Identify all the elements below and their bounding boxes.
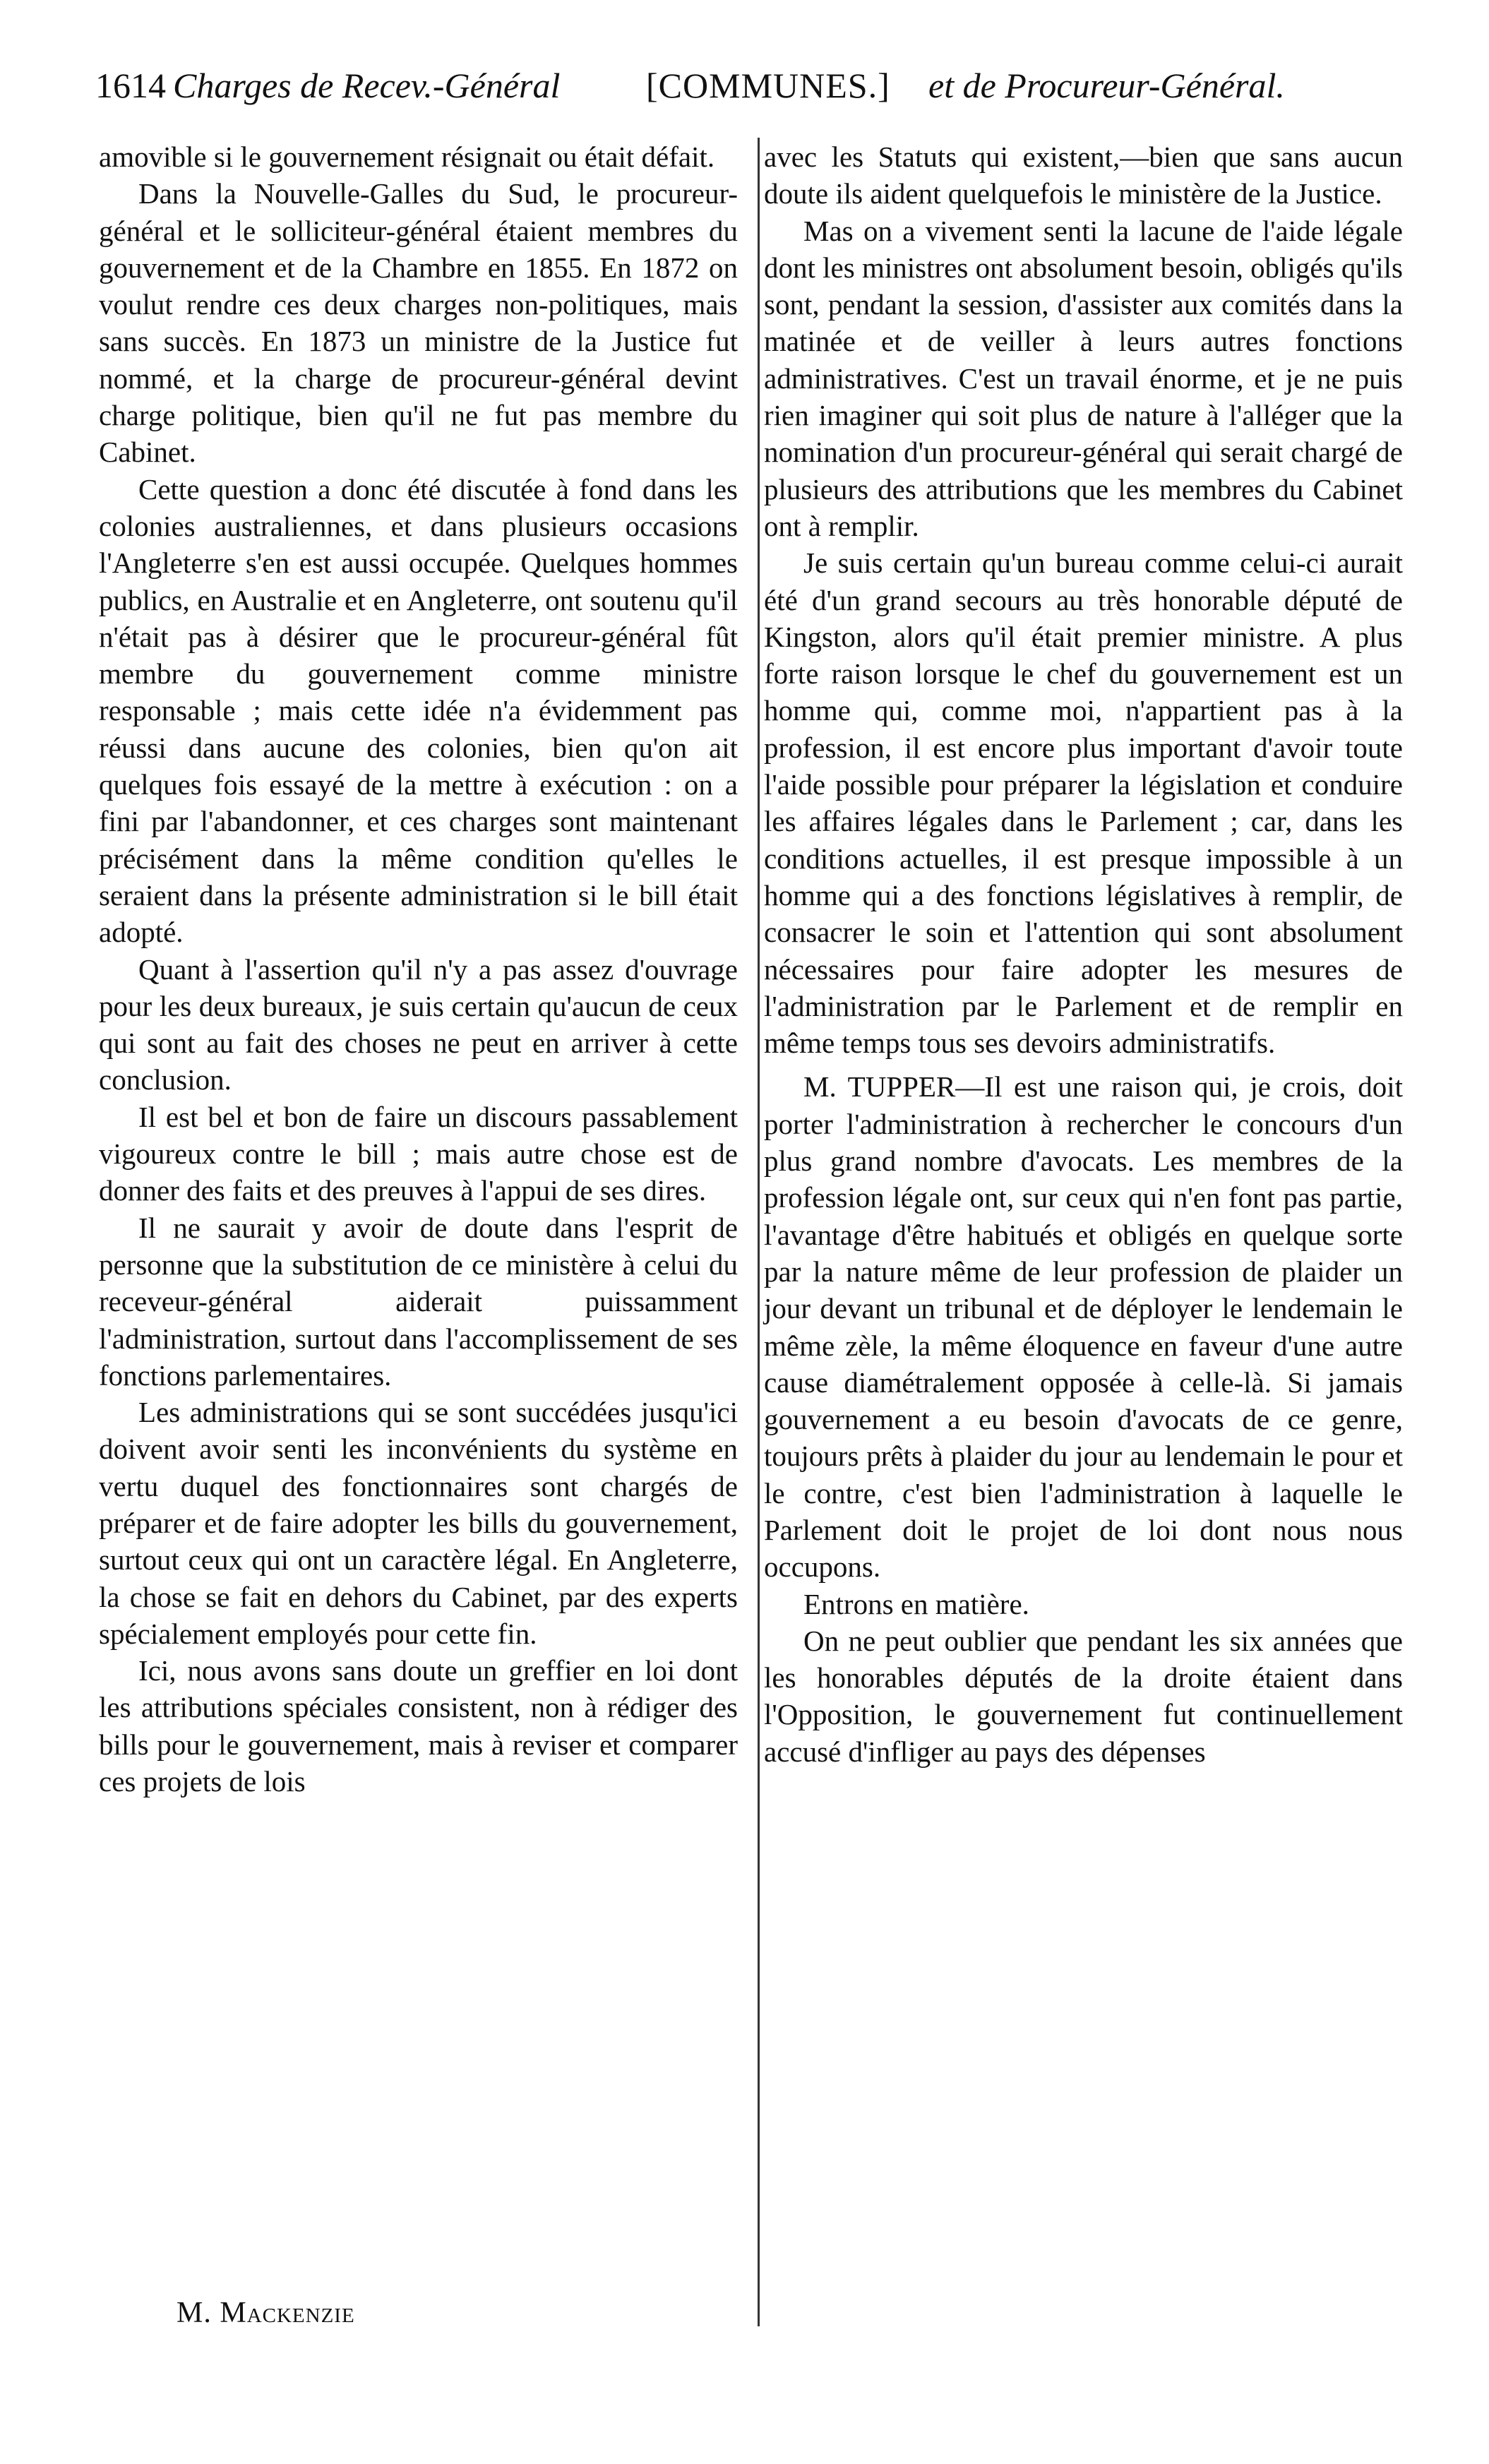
paragraph: avec les Statuts qui existent,—bien que sans aucun doute ils aident quelquefois le ministère de la Justice. [764, 140, 1403, 210]
header-center-title: [COMMUNES.] [646, 66, 890, 105]
left-column [99, 138, 738, 1800]
paragraph: Il est bel et bon de faire un discours passablement vigoureux contre le bill ; mais autre chose est de donner des faits et des preuves à l'appui de ses dires. [99, 1100, 738, 1207]
paragraph: Les administrations qui se sont succédées jusqu'ici doivent avoir senti les inconvénients du système en vertu duquel des fonctionnaires sont chargés de préparer et de faire adopter les bills du gouvernement, surtout ceux qui ont un caractère légal. En Angleterre, la chose se fait en dehors du Cabinet, par des experts spécialement employés pour cette fin. [99, 1396, 738, 1650]
paragraph: Quant à l'assertion qu'il n'y a pas assez d'ouvrage pour les deux bureaux, je suis certain qu'aucun de ceux qui sont au fait des choses ne peut en arriver à cette conclusion. [99, 952, 738, 1096]
column-divider [758, 138, 760, 2326]
paragraph: Il ne saurait y avoir de doute dans l'esprit de personne que la substitution de ce ministère à celui du receveur-général aiderait puissamment l'administration, surtout dans l'accomplissement de ses fonctions parlementaires. [99, 1211, 738, 1392]
paragraph-speaker: M. TUPPER—Il est une raison qui, je crois, doit porter l'administration à rechercher le concours d'un plus grand nombre d'avocats. Les membres de la profession légale ont, sur ceux qui n'en font pas partie, l'avantage d'être habitués et obligés en quelque sorte par la nature même de leur profession de plaider un jour devant un tribunal et de déployer le lendemain le même zèle, la même éloquence en faveur d'une autre cause diamétralement opposée à celle-là. Si jamais gouvernement a eu besoin d'avocats de ce genre, toujours prêts à plaider du jour au lendemain le pour et le contre, c'est bien l'administration à laquelle le Parlement doit le projet de loi dont nous nous occupons. [764, 1070, 1403, 1584]
paragraph: Mas on a vivement senti la lacune de l'aide légale dont les ministres ont absolument besoin, obligés qu'ils sont, pendant la session, d'assister aux comités dans la matinée et de veiller à leurs autres fonctions administratives. C'est un travail énorme, et je ne puis rien imaginer qui soit plus de nature à l'alléger que la nomination d'un procureur-général qui serait chargé de plusieurs des attributions que les membres du Cabinet ont à remplir. [764, 214, 1403, 542]
paragraph: Dans la Nouvelle-Galles du Sud, le procureur-général et le solliciteur-général étaient membres du gouvernement et de la Chambre en 1855. En 1872 on voulut rendre ces deux charges non-politiques, mais sans succès. En 1873 un ministre de la Justice fut nommé, et la charge de procureur-général devint charge politique, bien qu'il ne fut pas membre du Cabinet. [99, 177, 738, 469]
header-right-title: et de Procureur-Général. [928, 66, 1285, 105]
signature-catchword: M. Mackenzie [177, 2297, 355, 2329]
paragraph: amovible si le gouvernement résignait ou était défait. [99, 140, 715, 173]
right-column [764, 138, 1403, 1770]
running-header [95, 65, 1401, 121]
page-number: 1614 [95, 66, 166, 105]
paragraph: Entrons en matière. [803, 1587, 1029, 1620]
paragraph: Ici, nous avons sans doute un greffier en loi dont les attributions spéciales consistent, non à rédiger des bills pour le gouvernement, mais à reviser et comparer ces projets de lois [99, 1654, 738, 1798]
paragraph: On ne peut oublier que pendant les six années que les honorables députés de la droite étaient dans l'Opposition, le gouvernement fut continuellement accusé d'infliger au pays des dépenses [764, 1624, 1403, 1768]
header-left-title: Charges de Recev.-Général [173, 66, 561, 105]
paragraph: Cette question a donc été discutée à fond dans les colonies australiennes, et dans plusieurs occasions l'Angleterre s'en est aussi occupée. Quelques hommes publics, en Australie et en Angleterre, ont soutenu qu'il n'était pas à désirer que le procureur-général fût membre du gouvernement comme ministre responsable ; mais cette idée n'a évidemment pas réussi dans aucune des colonies, bien qu'on ait quelques fois essayé de la mettre à exécution : on a fini par l'abandonner, et ces charges sont maintenant précisément dans la même condition qu'elles le seraient dans la présente administration si le bill était adopté. [99, 472, 738, 949]
paragraph: Je suis certain qu'un bureau comme celui-ci aurait été d'un grand secours au très honorable député de Kingston, alors qu'il était premier ministre. A plus forte raison lorsque le chef du gouvernement est un homme qui, comme moi, n'appartient pas à la profession, il est encore plus important d'avoir toute l'aide possible pour préparer la législation et conduire les affaires légales dans le Parlement ; car, dans les conditions actuelles, il est presque impossible à un homme qui a des fonctions législatives à remplir, de consacrer le soin et l'attention qui sont absolument nécessaires pour faire adopter les mesures de l'administration par le Parlement et de remplir en même temps tous ses devoirs administratifs. [764, 546, 1403, 1060]
